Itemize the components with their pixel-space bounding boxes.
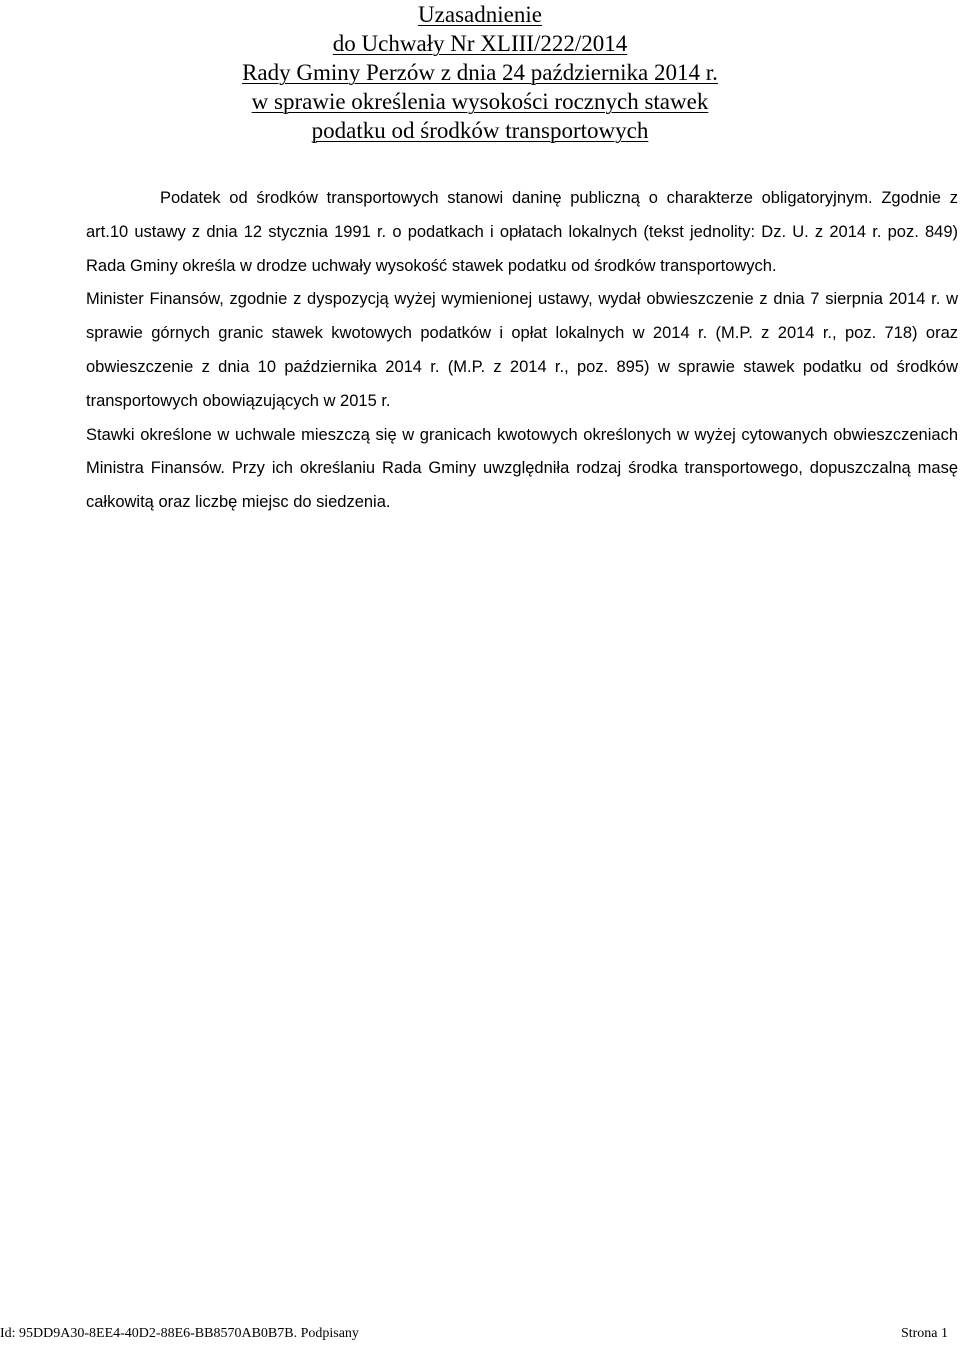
page-number: Strona 1 (900, 1326, 948, 1341)
title-line-2: do Uchwały Nr XLIII/222/2014 (332, 31, 628, 56)
title-line-4: w sprawie określenia wysokości rocznych stawek (251, 89, 709, 114)
document-title (0, 0, 960, 145)
paragraph-2: Minister Finansów, zgodnie z dyspozycją wyżej wymienionej ustawy, wydał obwieszczenie z dnia 7 sierpnia 2014 r. w sprawie górnych granic stawek kwotowych podatków i opłat lokalnych w 2014 r. (M.P. z 2014 r., poz. 718) oraz obwieszczenie z dnia 10 października 2014 r. (M.P. z 2014 r., poz. 895) w sprawie stawek podatku od środków transportowych obowiązujących w 2015 r. (86, 290, 958, 410)
page-footer (0, 1325, 948, 1343)
document-body (86, 182, 958, 520)
paragraph-1: Podatek od środków transportowych stanowi daninę publiczną o charakterze obligatoryjnym. Zgodnie z art.10 ustawy z dnia 12 stycznia 1991 r. o podatkach i opłatach lokalnych (tekst jednolity: Dz. U. z 2014 r. poz. 849) Rada Gminy określa w drodze uchwały wysokość stawek podatku od środków transportowych. (86, 189, 958, 275)
title-line-5: podatku od środków transportowych (311, 118, 649, 143)
title-line-3: Rady Gminy Perzów z dnia 24 października 2014 r. (242, 60, 718, 85)
paragraph-3: Stawki określone w uchwale mieszczą się w granicach kwotowych określonych w wyżej cytowanych obwieszczeniach Ministra Finansów. Przy ich określaniu Rada Gminy uwzględniła rodzaj środka transportowego, dopuszczalną masę całkowitą oraz liczbę miejsc do siedzenia. (86, 425, 958, 512)
title-line-1: Uzasadnienie (418, 2, 542, 27)
document-id: Id: 95DD9A30-8EE4-40D2-88E6-BB8570AB0B7B. Podpisany (0, 1326, 359, 1341)
